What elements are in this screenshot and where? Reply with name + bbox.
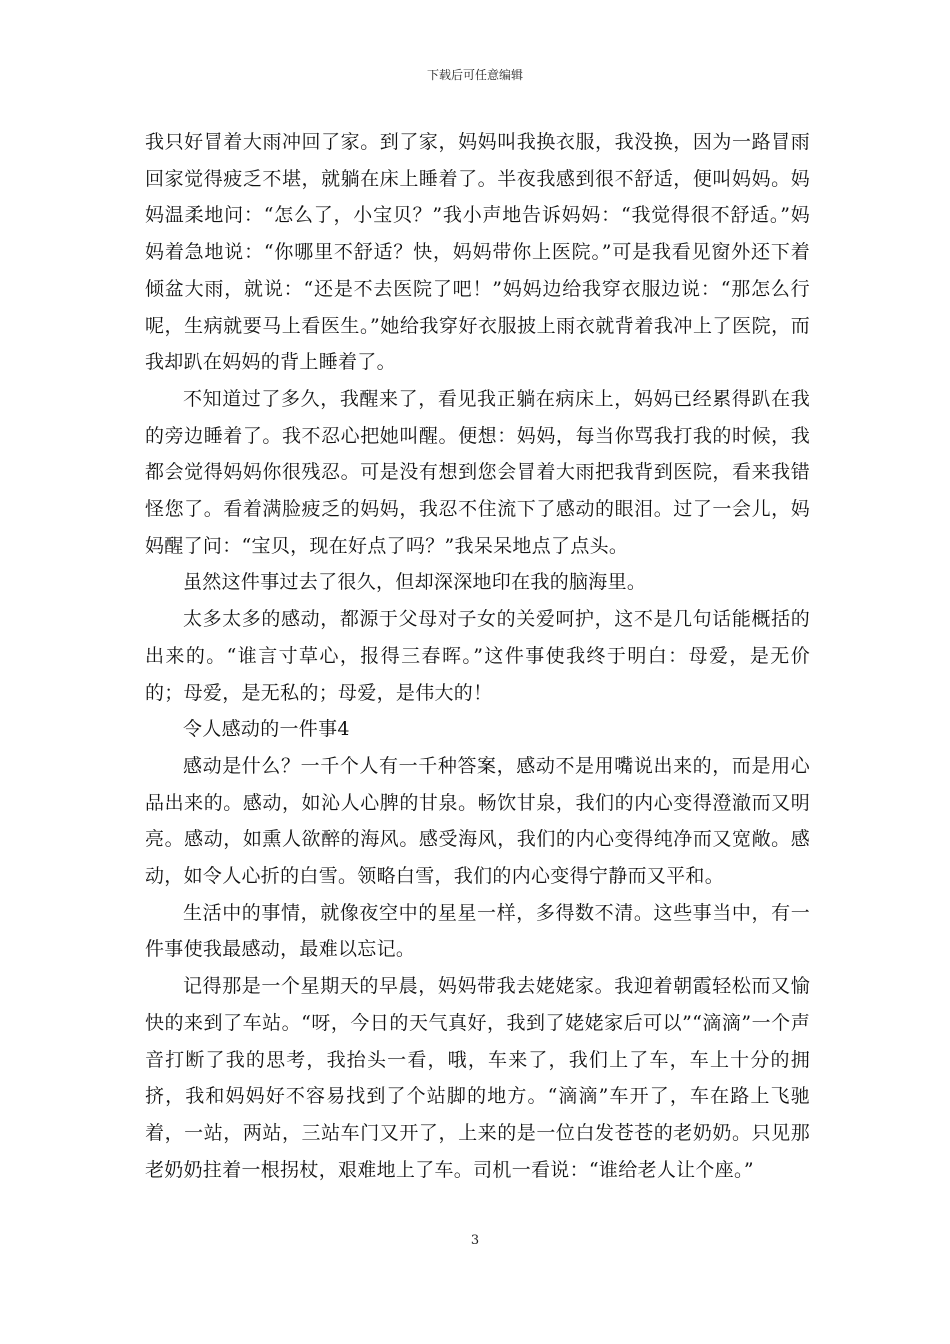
paragraph: 太多太多的感动，都源于父母对子女的关爱呵护，这不是几句话能概括的出来的。“谁言寸草心，报得三春晖。”这件事使我终于明白：母爱，是无价的；母爱，是无私的；母爱，是伟大的！ <box>145 608 810 704</box>
paragraph: 生活中的事情，就像夜空中的星星一样，多得数不清。这些事当中，有一件事使我最感动，最难以忘记。 <box>145 901 810 961</box>
paragraph: 感动是什么？一千个人有一千种答案，感动不是用嘴说出来的，而是用心品出来的。感动，如沁人心脾的甘泉。畅饮甘泉，我们的内心变得澄澈而又明亮。感动，如熏人欲醉的海风。感受海风，我们的内心变得纯净而又宽敞。感动，如令人心折的白雪。领略白雪，我们的内心变得宁静而又平和。 <box>145 754 810 888</box>
paragraph: 记得那是一个星期天的早晨，妈妈带我去姥姥家。我迎着朝霞轻松而又愉快的来到了车站。“呀，今日的天气真好，我到了姥姥家后可以”“滴滴”一个声音打断了我的思考，我抬头一看，哦，车来了，我们上了车，车上十分的拥挤，我和妈妈好不容易找到了个站脚的地方。“滴滴”车开了，车在路上飞驰着，一站，两站，三站车门又开了，上来的是一位白发苍苍的老奶奶。只见那老奶奶拄着一根拐杖，艰难地上了车。司机一看说：“谁给老人让个座。” <box>145 975 810 1181</box>
paragraph: 不知道过了多久，我醒来了，看见我正躺在病床上，妈妈已经累得趴在我的旁边睡着了。我不忍心把她叫醒。便想：妈妈，每当你骂我打我的时候，我都会觉得妈妈你很残忍。可是没有想到您会冒着大雨把我背到医院，看来我错怪您了。看着满脸疲乏的妈妈，我忍不住流下了感动的眼泪。过了一会儿，妈妈醒了问：“宝贝，现在好点了吗？”我呆呆地点了点头。 <box>145 387 810 557</box>
section-heading: 令人感动的一件事4 <box>183 718 350 741</box>
page-header: 下载后可任意编辑 <box>426 68 523 82</box>
document-body <box>145 124 810 1188</box>
paragraph: 我只好冒着大雨冲回了家。到了家，妈妈叫我换衣服，我没换，因为一路冒雨回家觉得疲乏不堪，就躺在床上睡着了。半夜我感到很不舒适，便叫妈妈。妈妈温柔地问：“怎么了，小宝贝？”我小声地告诉妈妈：“我觉得很不舒适。”妈妈着急地说：“你哪里不舒适？快，妈妈带你上医院。”可是我看见窗外还下着倾盆大雨，就说：“还是不去医院了吧！”妈妈边给我穿衣服边说：“那怎么行呢，生病就要马上看医生。”她给我穿好衣服披上雨衣就背着我冲上了医院，而我却趴在妈妈的背上睡着了。 <box>145 131 810 374</box>
paragraph: 虽然这件事过去了很久，但却深深地印在我的脑海里。 <box>183 571 647 594</box>
page-number: 3 <box>470 1233 480 1248</box>
